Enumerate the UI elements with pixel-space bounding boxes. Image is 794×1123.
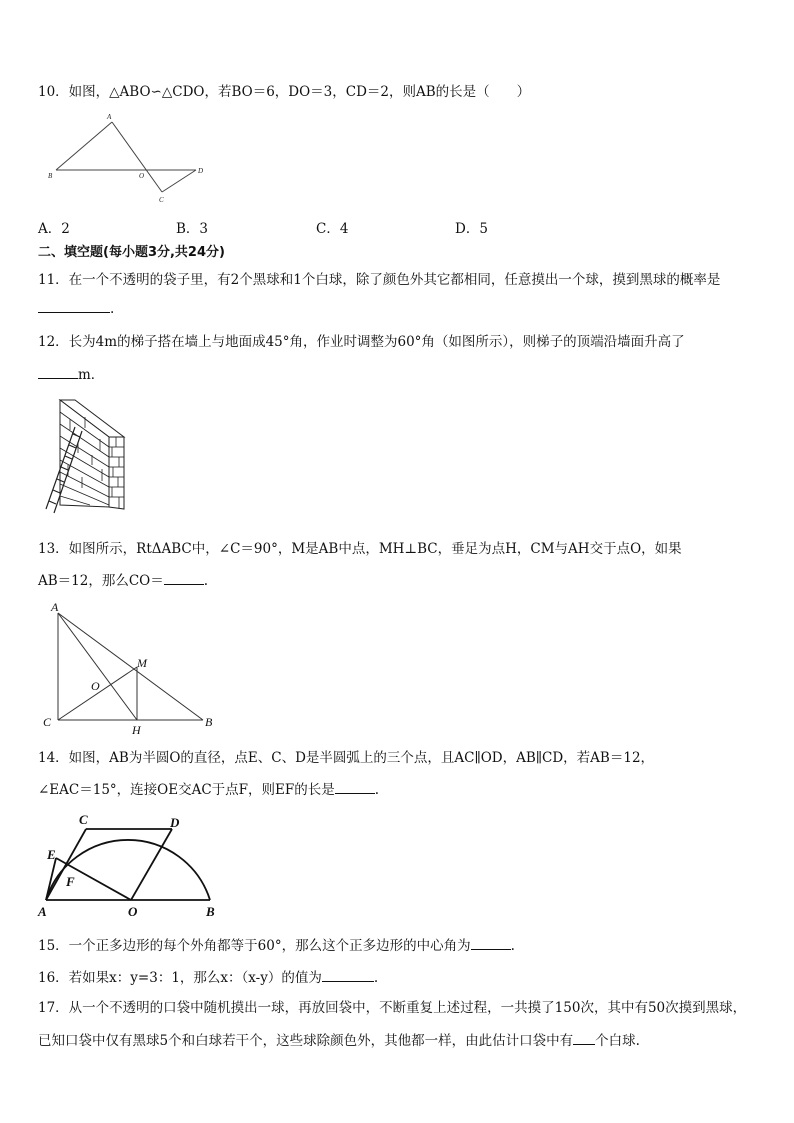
q15-answer-blank[interactable] [471, 935, 511, 950]
q13-label-h: H [132, 723, 141, 735]
section-title: 二、填空题(每小题3分,共24分) [38, 245, 225, 260]
q17-line2-a: 已知口袋中仅有黑球5个和白球若干个，这些球除颜色外，其他都一样，由此估计口袋中有 [38, 1033, 574, 1049]
q13-label-o: O [91, 679, 100, 693]
q13-line1: 13．如图所示，RtΔABC中，∠C＝90°，M是AB中点，MH⊥BC，垂足为点H，CM与AH交于点O，如果 [38, 541, 682, 557]
q10-label-o: O [139, 172, 145, 180]
q10-segment-dc [162, 170, 196, 192]
q13-line2: AB＝12，那么CO＝ [38, 573, 164, 589]
q17-line2-wrap [38, 1030, 640, 1050]
q15-wrap [38, 935, 515, 955]
q14-line2: ∠EAC＝15°，连接OE交AC于点F，则EF的长是 [38, 782, 335, 798]
q14-label-f: F [66, 874, 75, 889]
q10-figure [46, 110, 216, 206]
q13-label-a: A [51, 600, 59, 614]
q14-semicircle-arc [46, 840, 210, 900]
q11-answer-line [38, 298, 114, 318]
q14-label-o: O [128, 904, 138, 919]
q17-answer-blank[interactable] [573, 1030, 595, 1045]
q14-end-period: . [374, 782, 380, 798]
q13-label-m: M [137, 656, 147, 670]
q14-label-a: A [38, 904, 47, 919]
q13-segment-ab [58, 613, 203, 720]
q13-segment-ah [58, 613, 137, 720]
q16-text: 16．若如果x：y=3：1，那么x：（x-y）的值为 [38, 970, 322, 986]
q16-wrap [38, 967, 378, 987]
q11-answer-blank[interactable] [38, 298, 110, 313]
q13-answer-blank[interactable] [164, 570, 204, 585]
q14-label-b: B [206, 904, 215, 919]
q10-label-c: C [159, 196, 164, 204]
q13-end-period: . [203, 573, 209, 589]
q13-label-b: B [205, 715, 213, 729]
q13-label-c: C [43, 715, 52, 729]
q12-line1: 12．长为4m的梯子搭在墙上与地面成45°角，作业时调整为60°角（如图所示），则梯子的顶端沿墙面升高了 [38, 334, 685, 350]
q11-end-period: . [110, 301, 115, 317]
q14-semicircle-figure [34, 810, 224, 922]
q14-segment-ae [46, 858, 56, 900]
q13-segment-cm [58, 667, 137, 720]
q10-label-d: D [198, 167, 204, 175]
q14-label-c: C [79, 812, 88, 827]
q14-line2-wrap [38, 779, 379, 799]
q14-label-e: E [47, 847, 56, 862]
q11-line1: 11．在一个不透明的袋子里，有2个黑球和1个白球，除了颜色外其它都相同，任意摸出一个球，摸到黑球的概率是 [38, 272, 721, 288]
q10-segment-ab [56, 122, 112, 170]
q10-segment-ac [112, 122, 162, 192]
q15-text: 15．一个正多边形的每个外角都等于60°，那么这个正多边形的中心角为 [38, 938, 471, 954]
q10-option-b: B．3 [176, 221, 209, 237]
q14-answer-blank[interactable] [335, 779, 375, 794]
q13-line2-wrap [38, 570, 208, 590]
q14-label-d: D [170, 815, 180, 830]
q12-answer-line [38, 364, 104, 384]
q12-line2: m． [78, 367, 105, 383]
q12-wall-front [109, 437, 124, 509]
q10-label-b: B [48, 172, 53, 180]
q12-answer-blank[interactable] [38, 364, 78, 379]
q15-end-period: . [510, 938, 515, 954]
q10-option-a: A．2 [38, 221, 70, 237]
q10-option-c: C．4 [316, 221, 349, 237]
q17-line1: 17．从一个不透明的口袋中随机摸出一球，再放回袋中，不断重复上述过程，一共摸了150次，其中有50次摸到黑球， [38, 1000, 747, 1016]
q16-answer-blank[interactable] [322, 967, 374, 982]
q13-triangle-figure [38, 600, 223, 735]
q10-stem: 10．如图，△ABO∽△CDO，若BO＝6，DO＝3，CD＝2，则AB的长是（ ） [38, 84, 531, 100]
q16-end-period: . [373, 970, 379, 986]
q10-option-d: D．5 [455, 221, 488, 237]
q17-line2-b: 个白球. [595, 1033, 640, 1049]
q14-line1: 14．如图，AB为半圆O的直径，点E、C、D是半圆弧上的三个点，且AC∥OD，AB∥CD，若AB＝12， [38, 750, 655, 766]
q10-label-a: A [107, 113, 112, 121]
q12-wall-ladder-figure [40, 397, 130, 522]
